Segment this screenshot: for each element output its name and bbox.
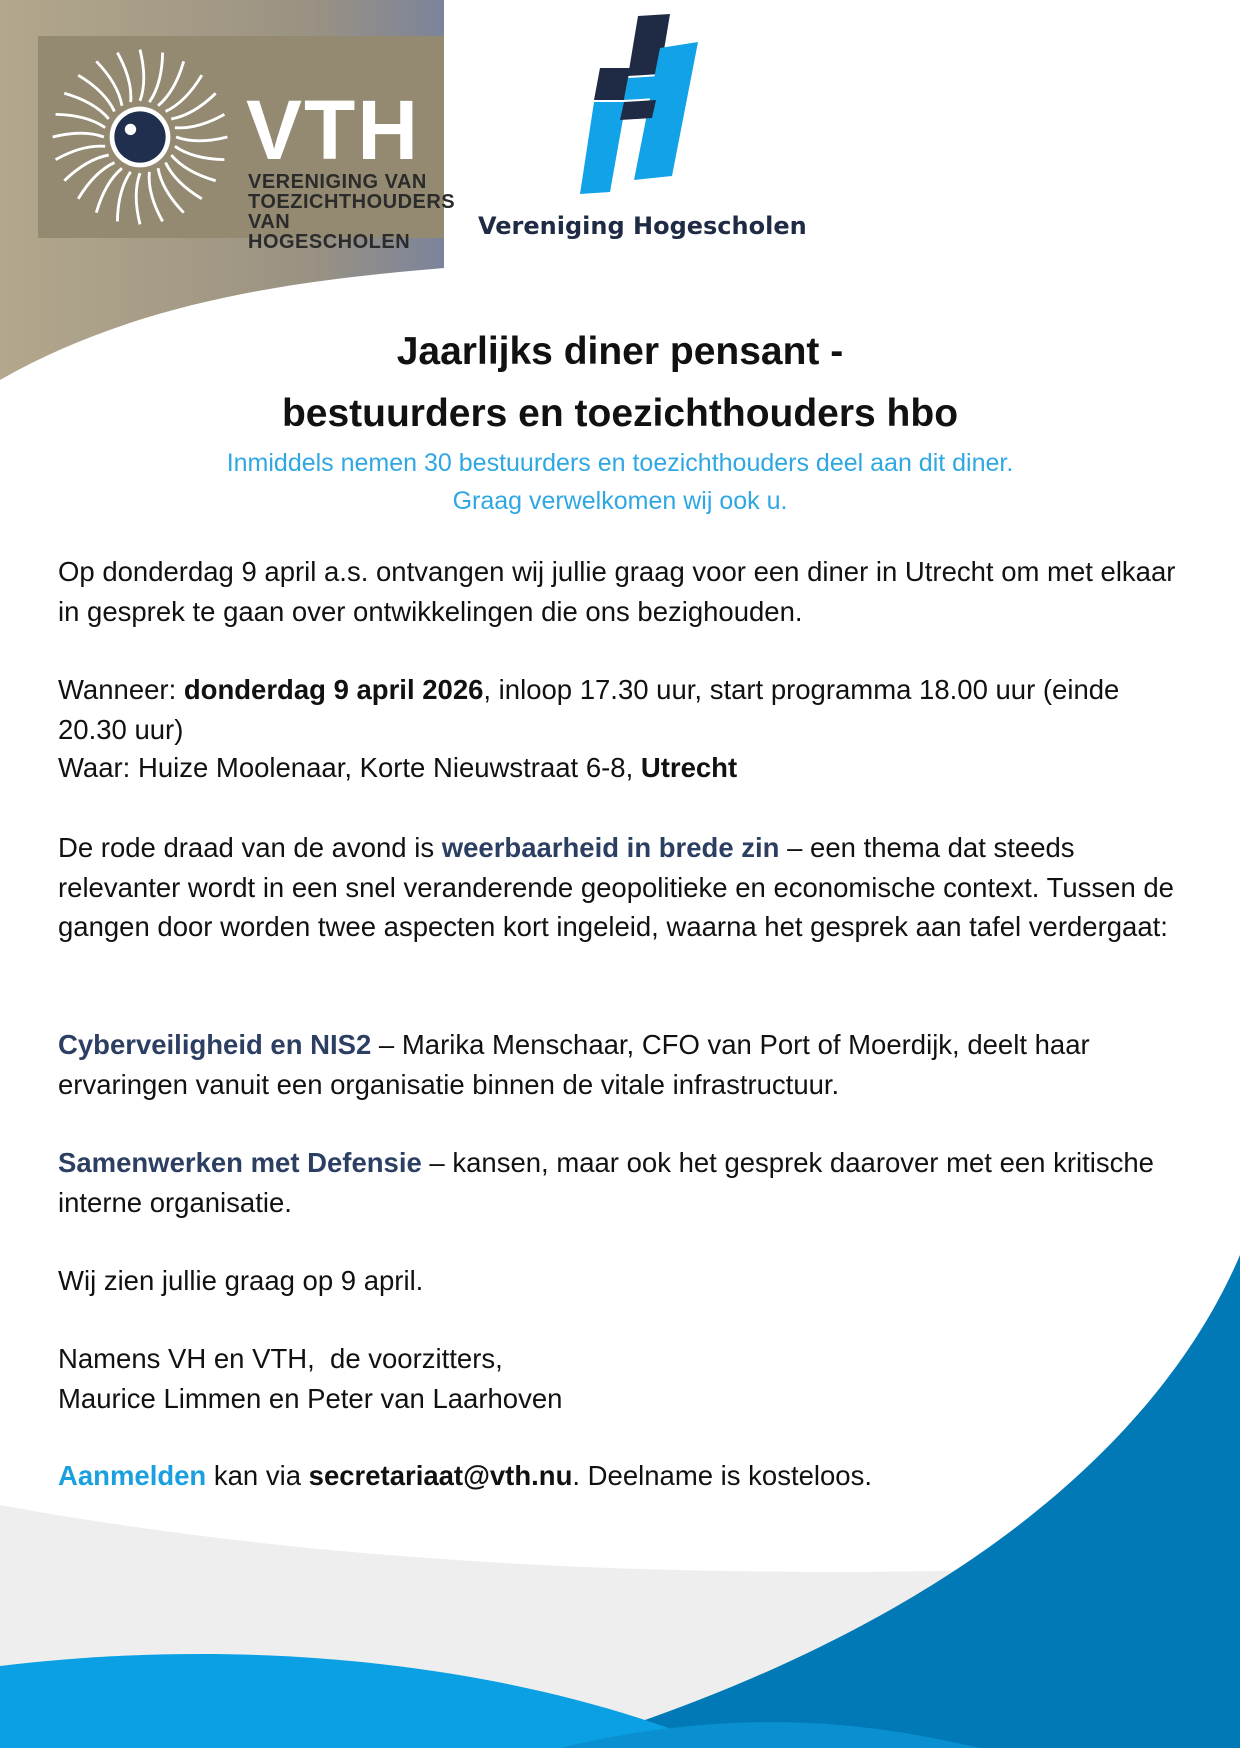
registration-paragraph	[58, 1456, 1188, 1496]
intro-paragraph: Op donderdag 9 april a.s. ontvangen wij jullie graag voor een diner in Utrecht om met elkaar in gesprek te gaan over ontwikkelingen die ons bezighouden.	[58, 556, 1176, 627]
register-note: . Deelname is kosteloos.	[572, 1460, 872, 1491]
register-label: Aanmelden	[58, 1460, 207, 1491]
where-city: Utrecht	[640, 752, 738, 783]
vth-tagline	[248, 172, 455, 252]
sun-eye-icon	[42, 42, 238, 232]
vh-mark-icon	[580, 6, 710, 196]
vth-logo	[38, 36, 456, 253]
topic-defense-title: Samenwerken met Defensie	[58, 1147, 422, 1178]
topic-defense-paragraph	[58, 1143, 1188, 1222]
topic-cyber-paragraph	[58, 1025, 1188, 1104]
register-email-link[interactable]: secretariaat@vth.nu	[308, 1460, 573, 1491]
page-title-line2: bestuurders en toezichthouders hbo	[281, 392, 959, 435]
where-address: Waar: Huize Moolenaar, Korte Nieuwstraat 6-8,	[58, 752, 641, 783]
signoff-line1: Namens VH en VTH, de voorzitters,	[58, 1343, 503, 1374]
topic-defense-text: – kansen, maar ook het gesprek daarover met een kritische interne organisatie.	[58, 1147, 1154, 1218]
when-label: Wanneer:	[58, 674, 184, 705]
where-paragraph	[58, 748, 1188, 788]
subtitle-line2: Graag verwelkomen wij ook u.	[452, 487, 788, 515]
when-details: , inloop 17.30 uur, start programma 18.00 uur (einde 20.30 uur)	[58, 674, 1120, 745]
topic-cyber-text: – Marika Menschaar, CFO van Port of Moerdijk, deelt haar ervaringen vanuit een organisatie binnen de vitale infrastructuur.	[58, 1029, 1090, 1100]
subtitle-line1: Inmiddels nemen 30 bestuurders en toezichthouders deel aan dit diner.	[226, 449, 1014, 477]
signoff-line2: Maurice Limmen en Peter van Laarhoven	[58, 1383, 563, 1414]
page-title-line1: Jaarlijks diner pensant -	[396, 330, 844, 373]
theme-highlight: weerbaarheid in brede zin	[441, 832, 780, 863]
vth-tagline-line2: TOEZICHTHOUDERS	[248, 191, 456, 213]
vth-wordmark: VTH	[246, 83, 420, 177]
vth-tagline-line1: VERENIGING VAN	[248, 171, 427, 193]
theme-paragraph	[58, 828, 1188, 947]
when-date: donderdag 9 april 2026	[183, 674, 484, 705]
vth-tagline-line3: VAN HOGESCHOLEN	[248, 211, 411, 253]
closing-line: Wij zien jullie graag op 9 april.	[58, 1265, 424, 1296]
register-mid: kan via	[206, 1460, 309, 1491]
when-paragraph	[58, 670, 1188, 749]
vh-wordmark: Vereniging Hogescholen	[478, 212, 807, 240]
theme-description: – een thema dat steeds relevanter wordt in een snel veranderende geopolitieke en economische context. Tussen de gangen door worden twee aspecten kort ingeleid, waarna het gesprek aan tafel verdergaat:	[58, 832, 1174, 942]
theme-intro: De rode draad van de avond is	[58, 832, 442, 863]
vh-logo	[470, 0, 830, 250]
topic-cyber-title: Cyberveiligheid en NIS2	[58, 1029, 372, 1060]
